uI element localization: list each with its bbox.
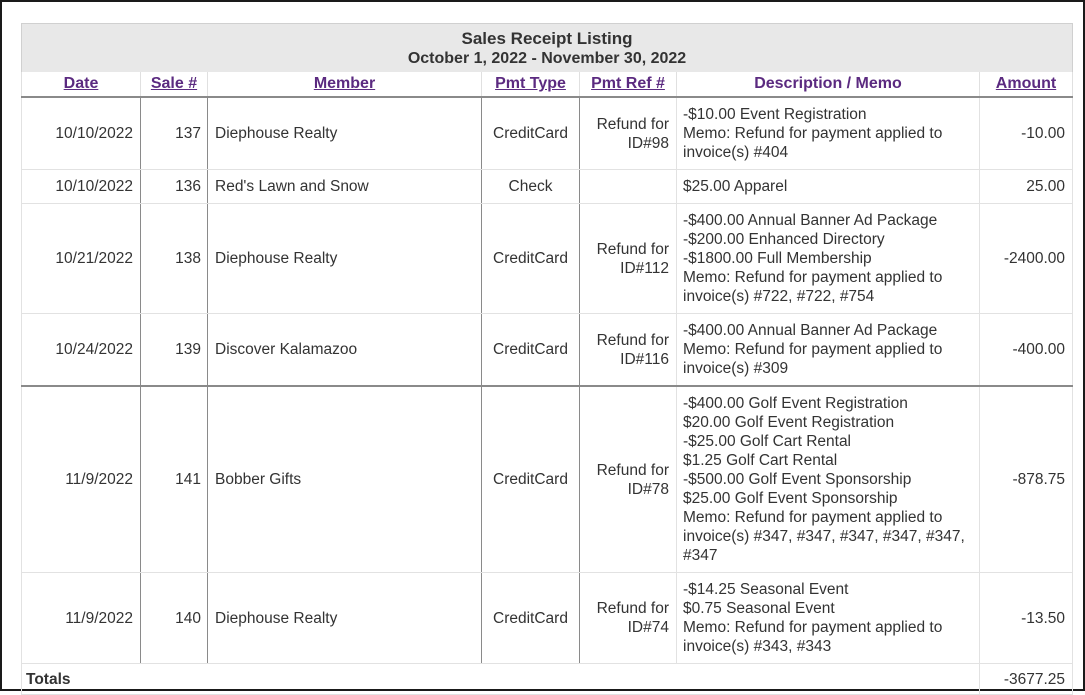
description-line: -$14.25 Seasonal Event xyxy=(683,581,849,598)
table-body xyxy=(22,97,1073,695)
description-line: Memo: Refund for payment applied to invoice(s) #343, #343 xyxy=(683,619,943,655)
description-line: -$400.00 Golf Event Registration xyxy=(683,395,908,412)
column-header-description: Description / Memo xyxy=(677,72,980,97)
cell-pmt-type: CreditCard xyxy=(482,97,580,170)
table-row xyxy=(22,170,1073,204)
table-row xyxy=(22,204,1073,314)
description-line: $1.25 Golf Cart Rental xyxy=(683,452,838,469)
column-header-member[interactable]: Member xyxy=(208,72,482,97)
column-header-amount[interactable]: Amount xyxy=(980,72,1073,97)
cell-amount: 25.00 xyxy=(980,170,1073,204)
table-row xyxy=(22,386,1073,573)
description-line: $20.00 Golf Event Registration xyxy=(683,414,895,431)
cell-sale-number: 139 xyxy=(141,314,208,387)
description-line: Memo: Refund for payment applied to invoice(s) #722, #722, #754 xyxy=(683,269,943,305)
cell-date: 10/10/2022 xyxy=(22,170,141,204)
cell-date: 10/21/2022 xyxy=(22,204,141,314)
cell-sale-number: 137 xyxy=(141,97,208,170)
cell-member: Diephouse Realty xyxy=(208,204,482,314)
cell-member: Discover Kalamazoo xyxy=(208,314,482,387)
cell-date: 10/24/2022 xyxy=(22,314,141,387)
description-line: $25.00 Golf Event Sponsorship xyxy=(683,490,898,507)
cell-description xyxy=(677,573,980,664)
cell-pmt-type: CreditCard xyxy=(482,386,580,573)
description-line: -$25.00 Golf Cart Rental xyxy=(683,433,852,450)
cell-date: 11/9/2022 xyxy=(22,573,141,664)
cell-member: Red's Lawn and Snow xyxy=(208,170,482,204)
description-line: -$500.00 Golf Event Sponsorship xyxy=(683,471,912,488)
cell-sale-number: 141 xyxy=(141,386,208,573)
sales-receipt-table xyxy=(21,23,1073,695)
cell-amount: -2400.00 xyxy=(980,204,1073,314)
cell-member: Bobber Gifts xyxy=(208,386,482,573)
cell-amount: -10.00 xyxy=(980,97,1073,170)
cell-description xyxy=(677,204,980,314)
totals-amount: -3677.25 xyxy=(980,664,1073,695)
totals-row xyxy=(22,664,1073,695)
cell-sale-number: 140 xyxy=(141,573,208,664)
table-row xyxy=(22,573,1073,664)
description-line: -$200.00 Enhanced Directory xyxy=(683,231,885,248)
totals-label: Totals xyxy=(22,664,980,695)
column-header-pmt-ref[interactable]: Pmt Ref # xyxy=(580,72,677,97)
cell-pmt-ref: Refund for ID#116 xyxy=(580,314,677,387)
cell-pmt-ref: Refund for ID#112 xyxy=(580,204,677,314)
sales-receipt-report xyxy=(21,23,1072,695)
cell-pmt-ref: Refund for ID#78 xyxy=(580,386,677,573)
description-line: Memo: Refund for payment applied to invoice(s) #309 xyxy=(683,341,943,377)
table-row xyxy=(22,97,1073,170)
cell-pmt-type: CreditCard xyxy=(482,573,580,664)
description-line: $25.00 Apparel xyxy=(683,178,788,195)
column-header-date[interactable]: Date xyxy=(22,72,141,97)
cell-description xyxy=(677,386,980,573)
cell-date: 10/10/2022 xyxy=(22,97,141,170)
description-line: -$400.00 Annual Banner Ad Package xyxy=(683,322,938,339)
cell-description xyxy=(677,97,980,170)
table-row xyxy=(22,314,1073,387)
description-line: -$400.00 Annual Banner Ad Package xyxy=(683,212,938,229)
cell-amount: -13.50 xyxy=(980,573,1073,664)
report-header xyxy=(22,24,1073,73)
description-line: $0.75 Seasonal Event xyxy=(683,600,835,617)
cell-pmt-ref: Refund for ID#74 xyxy=(580,573,677,664)
description-line: -$1800.00 Full Membership xyxy=(683,250,872,267)
cell-pmt-ref: Refund for ID#98 xyxy=(580,97,677,170)
description-line: Memo: Refund for payment applied to invoice(s) #347, #347, #347, #347, #347, #347 xyxy=(683,509,965,564)
cell-pmt-ref xyxy=(580,170,677,204)
column-header-sale-number[interactable]: Sale # xyxy=(141,72,208,97)
description-line: Memo: Refund for payment applied to invoice(s) #404 xyxy=(683,125,943,161)
cell-sale-number: 136 xyxy=(141,170,208,204)
cell-pmt-type: Check xyxy=(482,170,580,204)
cell-member: Diephouse Realty xyxy=(208,97,482,170)
cell-sale-number: 138 xyxy=(141,204,208,314)
cell-pmt-type: CreditCard xyxy=(482,314,580,387)
column-header-pmt-type[interactable]: Pmt Type xyxy=(482,72,580,97)
cell-pmt-type: CreditCard xyxy=(482,204,580,314)
cell-amount: -400.00 xyxy=(980,314,1073,387)
cell-date: 11/9/2022 xyxy=(22,386,141,573)
description-line: -$10.00 Event Registration xyxy=(683,106,867,123)
cell-amount: -878.75 xyxy=(980,386,1073,573)
cell-description xyxy=(677,170,980,204)
report-title: Sales Receipt Listing xyxy=(461,29,633,48)
cell-description xyxy=(677,314,980,387)
cell-member: Diephouse Realty xyxy=(208,573,482,664)
report-date-range: October 1, 2022 - November 30, 2022 xyxy=(407,50,687,67)
